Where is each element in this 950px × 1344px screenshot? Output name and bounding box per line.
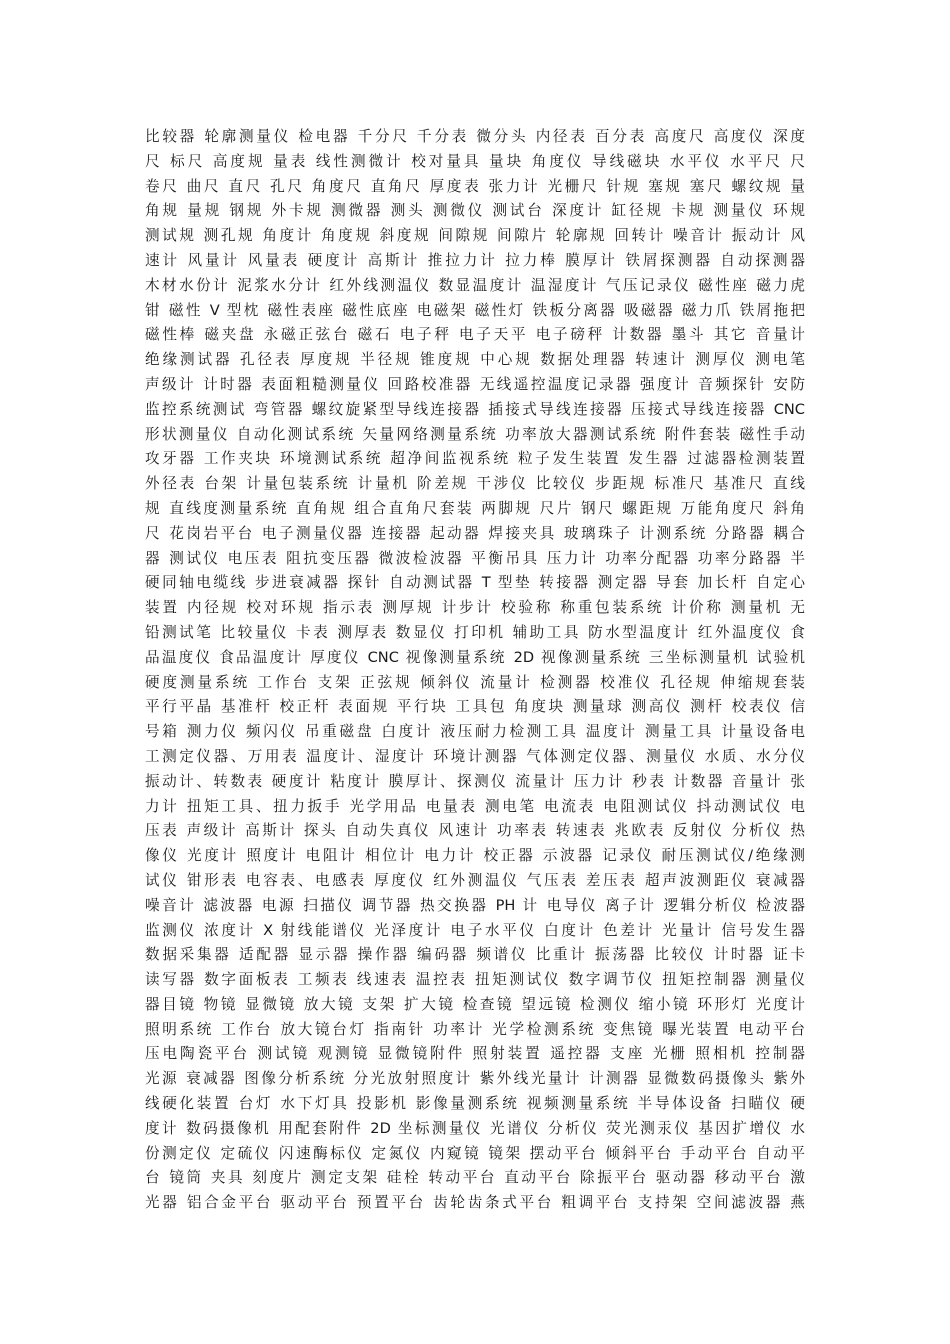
text-line: 平行平晶 基准杆 校正杆 表面规 平行块 工具包 角度块 测量球 测高仪 测杆 校表仪 信 — [145, 698, 805, 716]
text-line: 测试规 测孔规 角度计 角度规 斜度规 间隙规 间隙片 轮廓规 回转计 噪音计 振动计 风 — [145, 227, 805, 245]
text-line: 尺 花岗岩平台 电子测量仪器 连接器 起动器 焊接夹具 玻璃珠子 计测系统 分路器 耦合 — [145, 524, 805, 542]
text-line: 钳 磁性 V 型枕 磁性表座 磁性底座 电磁架 磁性灯 铁板分离器 吸磁器 磁力爪 铁屑拖把 — [145, 301, 805, 319]
text-line: 像仪 光度计 照度计 电阻计 相位计 电力计 校正器 示波器 记录仪 耐压测试仪/绝缘测 — [145, 847, 805, 865]
text-line: 噪音计 滤波器 电源 扫描仪 调节器 热交换器 PH 计 电导仪 离子计 逻辑分析仪 检波器 — [145, 896, 805, 914]
text-line: 装置 内径规 校对环规 指示表 测厚规 计步计 校验称 称重包装系统 计价称 测量机 无 — [145, 599, 805, 617]
text-line: 铅测试笔 比较量仪 卡表 测厚表 数显仪 打印机 辅助工具 防水型温度计 红外温度仪 食 — [145, 623, 805, 641]
text-line: 硬度测量系统 工作台 支架 正弦规 倾斜仪 流量计 检测器 校准仪 孔径规 伸缩规套装 — [145, 673, 805, 691]
text-line: 工测定仪器、万用表 温度计、湿度计 环境计测器 气体测定仪器、测量仪 水质、水分仪 — [145, 747, 805, 765]
text-line: 尺 标尺 高度规 量表 线性测微计 校对量具 量块 角度仪 导线磁块 水平仪 水平尺 尺 — [145, 152, 805, 170]
text-line: 硬同轴电缆线 步进衰减器 探针 自动测试器 T 型垫 转接器 测定器 导套 加长杆 自定心 — [145, 574, 805, 592]
text-line: 份测定仪 定硫仪 闪速酶标仪 定氮仪 内窥镜 镜架 摆动平台 倾斜平台 手动平台 自动平 — [145, 1144, 805, 1162]
text-line: 声级计 计时器 表面粗糙测量仪 回路校准器 无线遥控温度记录器 强度计 音频探针 安防 — [145, 375, 805, 393]
text-line: 光器 铝合金平台 驱动平台 预置平台 齿轮齿条式平台 粗调平台 支持架 空间滤波器 燕 — [145, 1194, 805, 1212]
text-line: 压表 声级计 高斯计 探头 自动失真仪 风速计 功率表 转速表 兆欧表 反射仪 分析仪 热 — [145, 822, 805, 840]
text-line: 线硬化装置 台灯 水下灯具 投影机 影像量测系统 视频测量系统 半导体设备 扫瞄仪 硬 — [145, 1095, 805, 1113]
text-line: 监测仪 浓度计 X 射线能谱仪 光泽度计 电子水平仪 白度计 色差计 光量计 信号发生器 — [145, 921, 805, 939]
text-line: 力计 扭矩工具、扭力扳手 光学用品 电量表 测电笔 电流表 电阻测试仪 抖动测试仪 电 — [145, 797, 805, 815]
text-line: 规 直线度测量系统 直角规 组合直角尺套装 两脚规 尺片 钢尺 螺距规 万能角度尺 斜角 — [145, 499, 805, 517]
text-line: 角规 量规 钢规 外卡规 测微器 测头 测微仪 测试台 深度计 缸径规 卡规 测量仪 环规 — [145, 202, 805, 220]
text-line: 木材水份计 泥浆水分计 红外线测温仪 数显温度计 温湿度计 气压记录仪 磁性座 磁力虎 — [145, 276, 805, 294]
text-line: 品温度仪 食品温度计 厚度仪 CNC 视像测量系统 2D 视像测量系统 三坐标测量机 试验机 — [145, 648, 805, 666]
text-line: 磁性棒 磁夹盘 永磁正弦台 磁石 电子秤 电子天平 电子磅秤 计数器 墨斗 其它 音量计 — [145, 326, 805, 344]
text-line: 号箱 测力仪 频闪仪 吊重磁盘 白度计 液压耐力检测工具 温度计 测量工具 计量设备电 — [145, 723, 805, 741]
text-line: 照明系统 工作台 放大镜台灯 指南针 功率计 光学检测系统 变焦镜 曝光装置 电动平台 — [145, 1020, 805, 1038]
text-line: 试仪 钳形表 电容表、电感表 厚度仪 红外测温仪 气压表 差压表 超声波测距仪 衰减器 — [145, 871, 805, 889]
text-line: 外径表 台架 计量包装系统 计量机 阶差规 干涉仪 比较仪 步距规 标准尺 基准尺 直线 — [145, 475, 805, 493]
text-line: 监控系统测试 弯管器 螺纹旋紧型导线连接器 插接式导线连接器 压接式导线连接器 CNC — [145, 400, 805, 418]
text-line: 度计 数码摄像机 用配套附件 2D 坐标测量仪 光谱仪 分析仪 荧光测汞仪 基因扩增仪 水 — [145, 1119, 805, 1137]
text-line: 比较器 轮廓测量仪 检电器 千分尺 千分表 微分头 内径表 百分表 高度尺 高度仪 深度 — [145, 128, 805, 145]
product-list-text — [145, 125, 805, 1216]
text-line: 振动计、转数表 硬度计 粘度计 膜厚计、探测仪 流量计 压力计 秒表 计数器 音量计 张 — [145, 772, 805, 790]
text-line: 光源 衰减器 图像分析系统 分光放射照度计 紫外线光量计 计测器 显微数码摄像头 紫外 — [145, 1070, 805, 1088]
text-line: 速计 风量计 风量表 硬度计 高斯计 推拉力计 拉力棒 膜厚计 铁屑探测器 自动探测器 — [145, 251, 805, 269]
text-line: 卷尺 曲尺 直尺 孔尺 角度尺 直角尺 厚度表 张力计 光栅尺 针规 塞规 塞尺 螺纹规 量 — [145, 177, 805, 195]
text-line: 攻牙器 工作夹块 环境测试系统 超净间监视系统 粒子发生装置 发生器 过滤器检测装置 — [145, 450, 805, 468]
text-line: 器目镜 物镜 显微镜 放大镜 支架 扩大镜 检查镜 望远镜 检测仪 缩小镜 环形灯 光度计 — [145, 995, 805, 1013]
text-line: 器 测试仪 电压表 阻抗变压器 微波检波器 平衡吊具 压力计 功率分配器 功率分路器 半 — [145, 549, 805, 567]
text-line: 读写器 数字面板表 工频表 线速表 温控表 扭矩测试仪 数字调节仪 扭矩控制器 测量仪 — [145, 971, 805, 989]
text-line: 数据采集器 适配器 显示器 操作器 编码器 频谱仪 比重计 振荡器 比较仪 计时器 证卡 — [145, 946, 805, 964]
text-line: 绝缘测试器 孔径表 厚度规 半径规 锥度规 中心规 数据处理器 转速计 测厚仪 测电笔 — [145, 351, 805, 369]
text-line: 压电陶瓷平台 测试镜 观测镜 显微镜附件 照射装置 遥控器 支座 光栅 照相机 控制器 — [145, 1045, 805, 1063]
text-line: 台 镜筒 夹具 刻度片 测定支架 硅栓 转动平台 直动平台 除振平台 驱动器 移动平台 激 — [145, 1169, 805, 1187]
text-line: 形状测量仪 自动化测试系统 矢量网络测量系统 功率放大器测试系统 附件套装 磁性手动 — [145, 425, 805, 443]
